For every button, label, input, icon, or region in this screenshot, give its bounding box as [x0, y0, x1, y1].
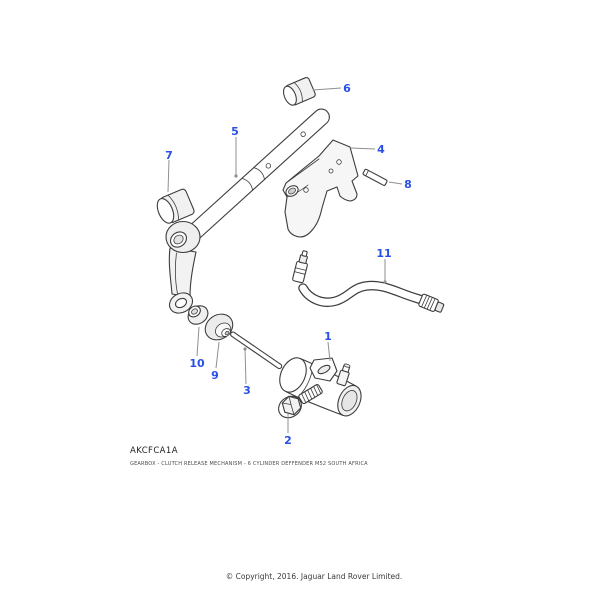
callout-7[interactable]: 7: [165, 149, 173, 162]
copyright-text: © Copyright, 2016. Jaguar Land Rover Limited.: [225, 572, 403, 581]
drawing-caption: GEARBOX - CLUTCH RELEASE MECHANISM - 6 CYLINDER DEFFENDER M52 SOUTH AFRICA: [130, 461, 368, 467]
callout-9[interactable]: 9: [211, 369, 219, 382]
callout-1[interactable]: 1: [324, 330, 332, 343]
part-8-pin-drawing: [363, 169, 388, 186]
callout-11[interactable]: 11: [376, 247, 392, 260]
part-7-bushing-drawing: [154, 188, 195, 226]
callout-2[interactable]: 2: [284, 434, 292, 447]
part-4-release-fork-drawing: [283, 140, 358, 237]
callout-4[interactable]: 4: [377, 143, 385, 156]
callout-8[interactable]: 8: [404, 178, 412, 191]
callout-10[interactable]: 10: [189, 357, 205, 370]
callout-leader-9: [216, 342, 219, 368]
callout-3[interactable]: 3: [243, 384, 251, 397]
callout-leader-4: [351, 148, 375, 149]
part-11-hose-drawing: [292, 250, 445, 315]
callout-leader-3: [245, 349, 246, 384]
callout-leader-10: [197, 327, 199, 356]
callout-5[interactable]: 5: [231, 125, 239, 138]
callout-leader-7: [168, 160, 169, 192]
callout-leader-dot-5: [234, 174, 237, 177]
part-6-bushing-drawing: [281, 77, 316, 108]
callout-leader-8: [389, 182, 402, 184]
callout-6[interactable]: 6: [343, 82, 351, 95]
callout-leader-dot-11: [383, 280, 386, 283]
drawing-code: AKCFCA1A: [130, 446, 178, 456]
callout-leader-6: [313, 88, 341, 90]
part-3-pushrod-drawing: [230, 331, 283, 369]
callout-leader-dot-3: [243, 347, 246, 350]
